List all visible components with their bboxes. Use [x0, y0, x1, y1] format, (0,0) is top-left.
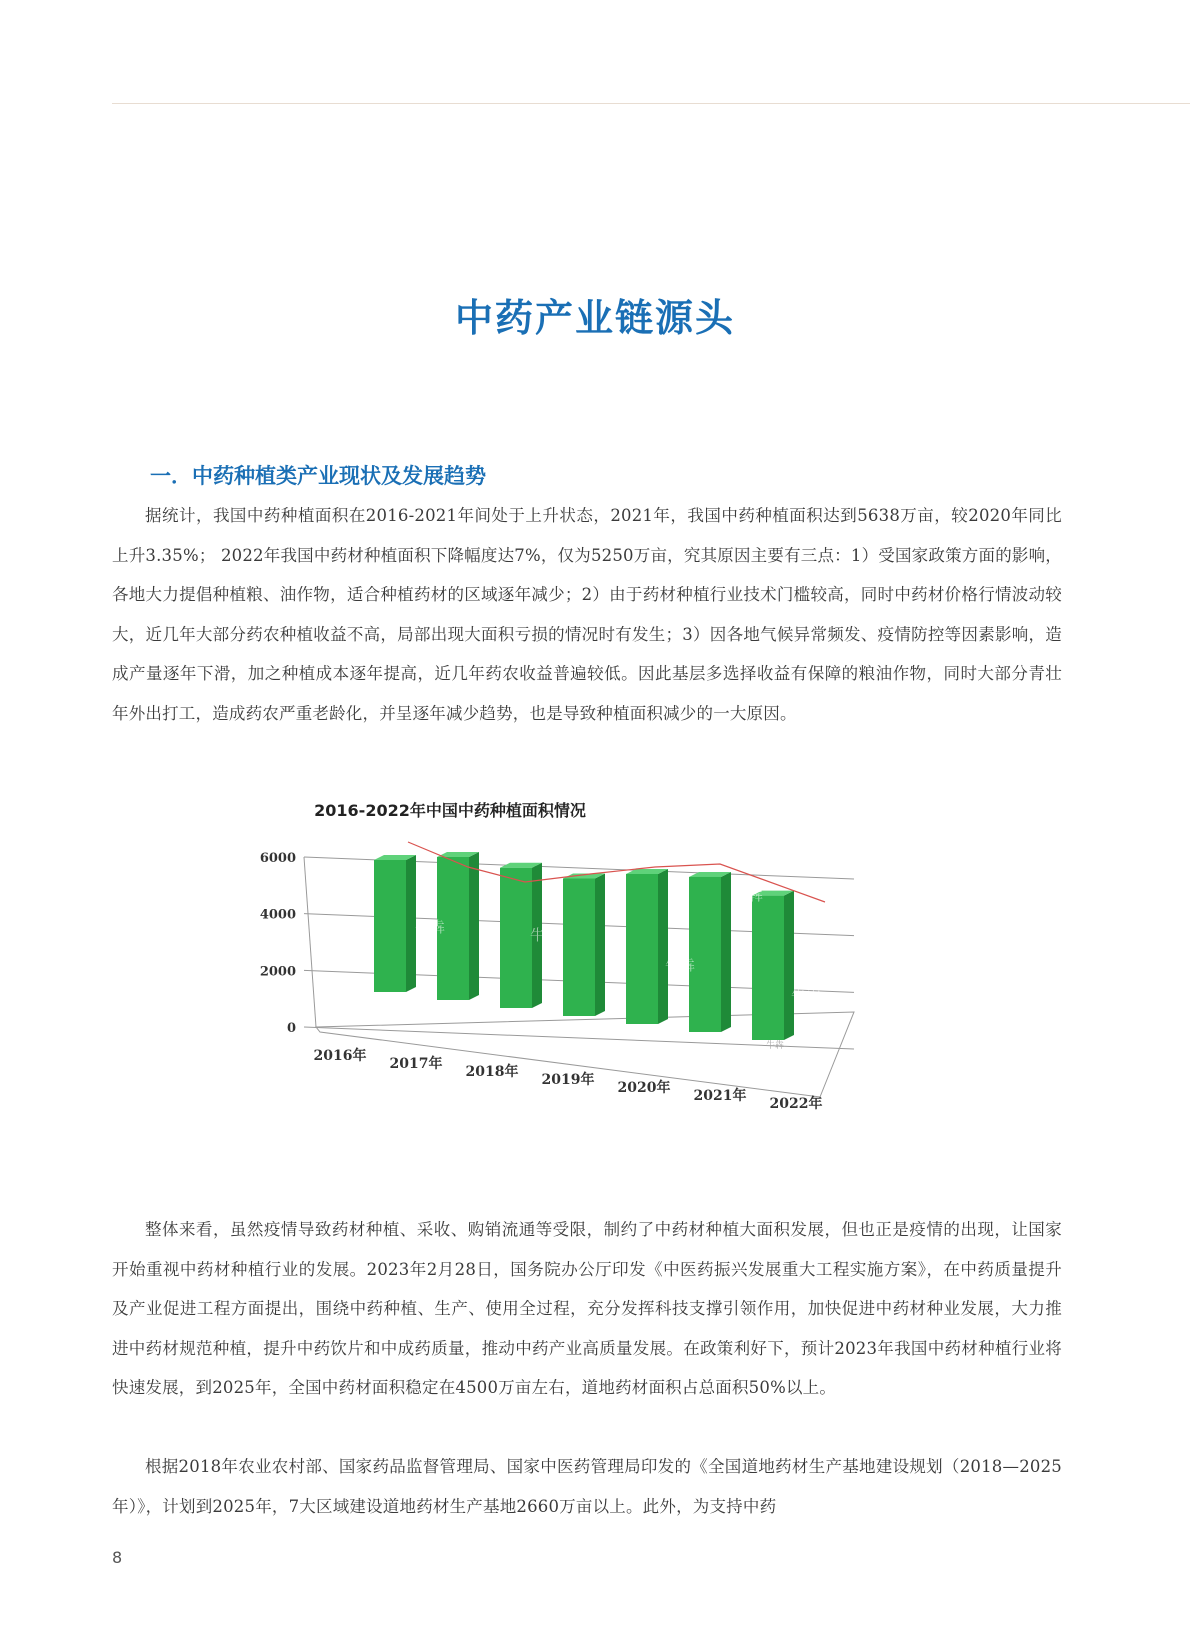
header-rule: [112, 103, 1190, 104]
y-axis: [304, 857, 316, 1027]
bar: [752, 896, 784, 1040]
bar: [500, 868, 532, 1008]
x-tick-label: 2019年: [541, 1072, 595, 1088]
page-number: 8: [112, 1548, 123, 1567]
paragraph-2: 整体来看，虽然疫情导致药材种植、采收、购销流通等受限，制约了中药材种植大面积发展，但也正是疫情的出现，让国家开始重视中药材种植行业的发展。2023年2月28日，国务院办公厅印发《中医药振兴发展重大工程实施方案》，在中药质量提升及产业促进工程方面提出，围绕中药种植、生产、使用全过程，充分发挥科技支撑引领作用，加快促进中药材种业发展，大力推进中药材规范种植，提升中药饮片和中成药质量，推动中药产业高质量发展。在政策利好下，预计2023年我国中药材种植行业将快速发展，到2025年，全国中药材面积稳定在4500万亩左右，道地药材面积占总面积50%以上。: [112, 1220, 1062, 1397]
y-tick-label: 4000: [259, 907, 296, 923]
x-tick-label: 2018年: [465, 1064, 519, 1080]
bar: [626, 874, 658, 1024]
watermark-text: 牛犇: [765, 1041, 785, 1051]
x-tick-label: 2022年: [769, 1096, 823, 1112]
x-tick-label: 2016年: [313, 1048, 367, 1064]
bar-side: [595, 874, 605, 1017]
bar-side: [784, 891, 794, 1040]
y-tick-label: 2000: [259, 964, 296, 980]
chart-title: 2016-2022年中国中药种植面积情况: [314, 801, 586, 820]
y-tick-label: 6000: [259, 851, 296, 866]
bar: [689, 877, 721, 1032]
bar: [563, 879, 595, 1017]
watermark-text: 牛犇: [790, 986, 822, 1004]
watermark-text: 牛犇: [529, 926, 561, 944]
x-tick-label: 2021年: [693, 1088, 747, 1104]
paragraph-1: 据统计，我国中药种植面积在2016-2021年间处于上升状态，2021年，我国中药种植面积达到5638万亩，较2020年同比上升3.35%； 2022年我国中药材种植面积下降幅度达7%，仅为5250万亩，究其原因主要有三点：1）受国家政策方面的影响，各地大力提倡种植粮、油作物，适合种植药材的区域逐年减少；2）由于药材种植行业技术门槛较高，同时中药材价格行情波动较大，近几年大部分药农种植收益不高，局部出现大面积亏损的情况时有发生；3）因各地气候异常频发、疫情防控等因素影响，造成产量逐年下滑，加之种植成本逐年提高，近几年药农收益普遍较低。因此基层多选择收益有保障的粮油作物，同时大部分青壮年外出打工，造成药农严重老龄化，并呈逐年减少趋势，也是导致种植面积减少的一大原因。: [112, 506, 1062, 723]
bar-side: [469, 852, 479, 1000]
watermark-text: 牛犇: [664, 956, 696, 974]
x-tick-label: 2017年: [389, 1056, 443, 1072]
watermark-text: 牛犇: [732, 886, 764, 904]
planting-area-chart: [240, 801, 900, 1182]
page-title: 中药产业链源头: [454, 295, 735, 341]
watermark-text: 牛犇: [414, 918, 446, 936]
bar: [374, 860, 406, 992]
section-heading: 一．中药种植类产业现状及发展趋势: [150, 464, 486, 488]
y-tick-label: 0: [286, 1021, 296, 1036]
chart-svg: [240, 801, 900, 1182]
x-tick-label: 2020年: [617, 1080, 671, 1096]
bar-side: [658, 869, 668, 1024]
bar-side: [721, 872, 731, 1032]
paragraph-3: 根据2018年农业农村部、国家药品监督管理局、国家中医药管理局印发的《全国道地药材生产基地建设规划（2018—2025年）》，计划到2025年，7大区域建设道地药材生产基地2660万亩以上。此外，为支持中药: [112, 1457, 1062, 1516]
